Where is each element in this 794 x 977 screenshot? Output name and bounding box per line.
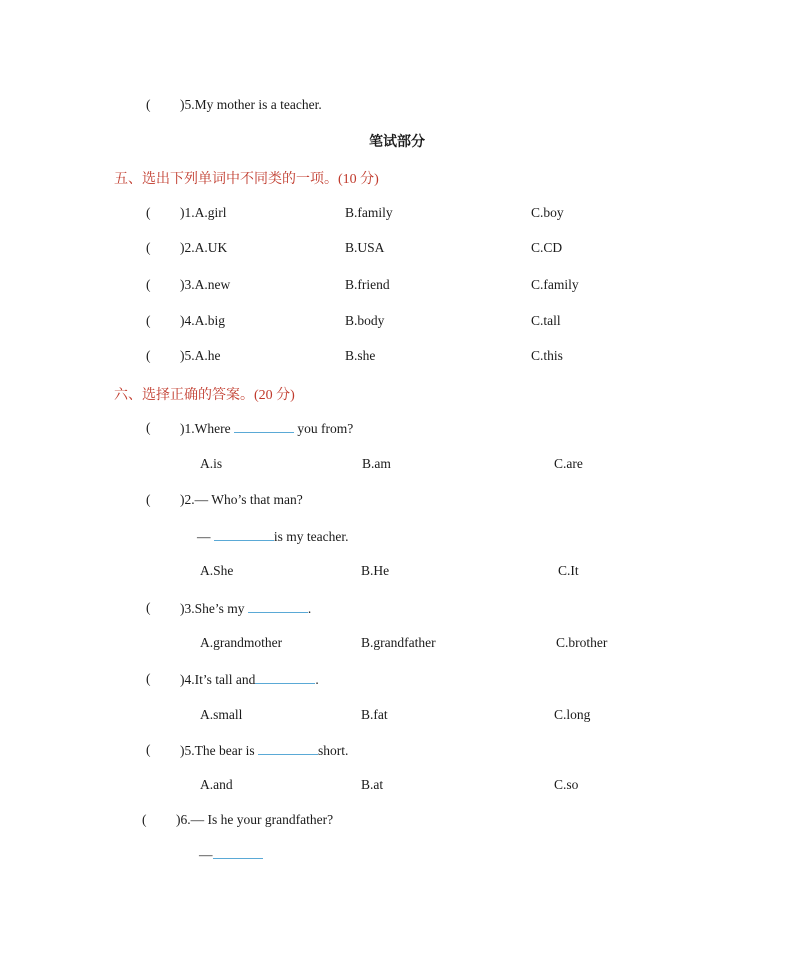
question-3-text: )3.She’s my .	[180, 601, 312, 616]
question-2-answer-line: — is my teacher.	[197, 529, 349, 544]
section-6-heading: 六、选择正确的答案。(20 分)	[114, 387, 295, 403]
option-c: C.are	[554, 456, 583, 471]
answer-paren[interactable]: (	[146, 240, 151, 255]
option-c: C.long	[554, 707, 591, 722]
option-a: A.is	[200, 456, 223, 471]
answer-paren[interactable]: (	[142, 812, 147, 827]
fill-blank[interactable]	[213, 846, 263, 859]
option-a: A.small	[200, 707, 243, 722]
option-b: B.grandfather	[361, 635, 436, 650]
answer-paren[interactable]: (	[146, 313, 151, 328]
fill-blank[interactable]	[255, 671, 315, 684]
answer-paren[interactable]: (	[146, 671, 151, 686]
answer-paren[interactable]: (	[146, 348, 151, 363]
fill-blank[interactable]	[258, 742, 318, 755]
question-4-text: )4.It’s tall and .	[180, 672, 319, 687]
option-a: )1.A.girl	[180, 205, 227, 220]
answer-paren[interactable]: (	[146, 205, 151, 220]
option-a: )4.A.big	[180, 313, 225, 328]
question-5-text: )5.The bear is short.	[180, 743, 349, 758]
option-c: C.this	[531, 348, 563, 363]
option-c: C.brother	[556, 635, 608, 650]
fill-blank[interactable]	[234, 420, 294, 433]
answer-paren[interactable]: (	[146, 742, 151, 757]
option-b: B.He	[361, 563, 390, 578]
option-a: A.and	[200, 777, 233, 792]
option-a: )5.A.he	[180, 348, 221, 363]
option-c: C.family	[531, 277, 579, 292]
fill-blank[interactable]	[248, 600, 308, 613]
option-b: B.fat	[361, 707, 388, 722]
question-6-text: )6.— Is he your grandfather?	[176, 812, 334, 827]
answer-paren[interactable]: (	[146, 600, 151, 615]
option-a: )2.A.UK	[180, 240, 228, 255]
option-b: B.am	[362, 456, 391, 471]
option-c: C.so	[554, 777, 579, 792]
option-b: B.at	[361, 777, 384, 792]
answer-paren[interactable]: (	[146, 492, 151, 507]
option-c: C.CD	[531, 240, 563, 255]
question-text: )5.My mother is a teacher.	[180, 97, 322, 112]
answer-paren[interactable]: (	[146, 97, 151, 112]
option-c: C.boy	[531, 205, 564, 220]
fill-blank[interactable]	[214, 528, 274, 541]
option-b: B.she	[345, 348, 376, 363]
question-2-text: )2.— Who’s that man?	[180, 492, 303, 507]
option-c: C.tall	[531, 313, 561, 328]
option-b: B.family	[345, 205, 393, 220]
option-a: A.She	[200, 563, 234, 578]
page-title: 笔试部分	[369, 134, 425, 150]
question-1-text: )1.Where you from?	[180, 421, 354, 436]
option-a: )3.A.new	[180, 277, 231, 292]
option-b: B.USA	[345, 240, 385, 255]
answer-paren[interactable]: (	[146, 420, 151, 435]
option-a: A.grandmother	[200, 635, 283, 650]
option-b: B.body	[345, 313, 385, 328]
answer-paren[interactable]: (	[146, 277, 151, 292]
section-5-heading: 五、选出下列单词中不同类的一项。(10 分)	[114, 171, 379, 187]
option-c: C.It	[558, 563, 579, 578]
question-6-answer-line: —	[199, 846, 263, 863]
option-b: B.friend	[345, 277, 390, 292]
